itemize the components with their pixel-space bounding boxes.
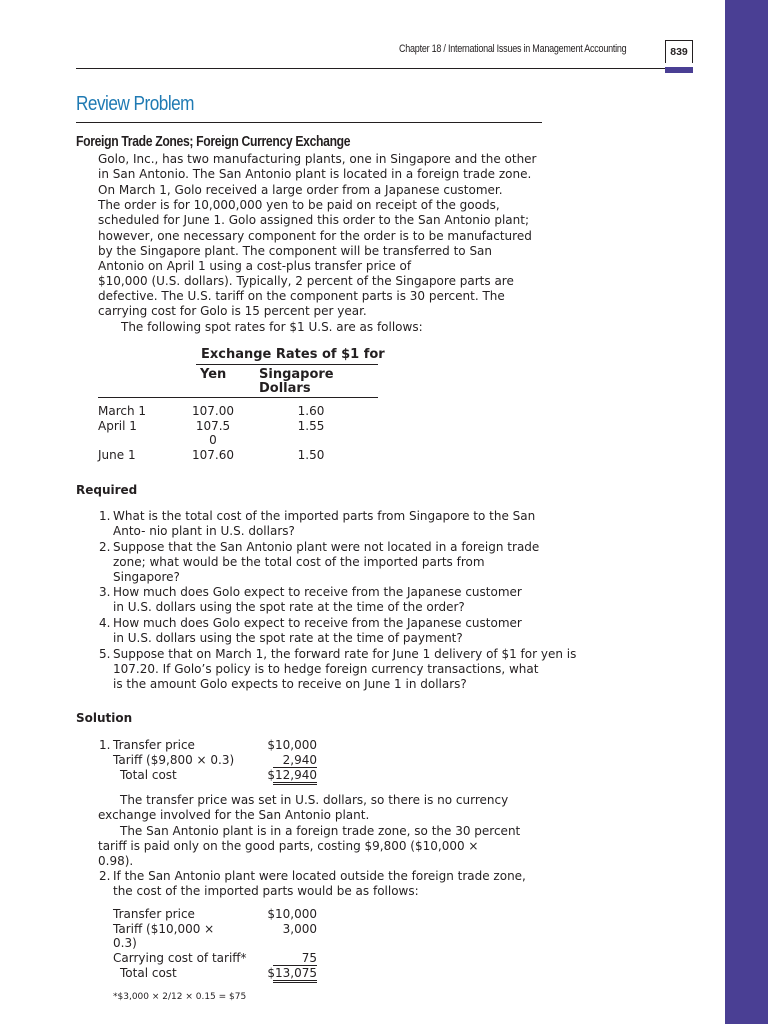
list-item: is the amount Golo expects to receive on June 1 in dollars? (113, 677, 467, 691)
table-caption: Exchange Rates of $1 for (201, 347, 385, 362)
list-item: How much does Golo expect to receive from the Japanese customer (113, 616, 522, 630)
cost-label: Carrying cost of tariff* (113, 951, 247, 965)
cost-amount: 3,000 (282, 922, 317, 936)
list-item: Suppose that on March 1, the forward rate for June 1 delivery of $1 for yen is (113, 647, 577, 661)
page-number: 839 (665, 40, 693, 63)
column-header-dollars: Dollars (259, 381, 311, 396)
table-cell-yen-wrap: 0 (209, 433, 217, 447)
column-header-yen: Yen (200, 367, 227, 382)
problem-line: by the Singapore plant. The component will be transferred to San (98, 244, 493, 258)
table-cell-yen: 107.60 (192, 448, 234, 462)
table-cell-yen: 107.5 (195, 419, 231, 433)
total-double-rule (273, 782, 317, 783)
list-item: in U.S. dollars using the spot rate at the time of the order? (113, 600, 465, 614)
page-number-bar (665, 67, 693, 73)
cost-amount: $10,000 (267, 738, 317, 752)
total-amount: $12,940 (267, 768, 317, 782)
section-title: Review Problem (76, 93, 195, 115)
explanation-line: The transfer price was set in U.S. dollars, so there is no currency (120, 793, 509, 807)
problem-line: The order is for 10,000,000 yen to be paid on receipt of the goods, (98, 198, 500, 212)
list-number: 1. (99, 738, 111, 752)
running-head: Chapter 18 / International Issues in Management Accounting (399, 43, 627, 55)
table-cell-sgd: 1.55 (297, 419, 325, 433)
explanation-line: exchange involved for the San Antonio plant. (98, 808, 370, 822)
problem-line: The following spot rates for $1 U.S. are as follows: (121, 320, 423, 334)
problem-title: Foreign Trade Zones; Foreign Currency Exchange (76, 134, 351, 150)
cost-amount: $10,000 (267, 907, 317, 921)
header-rule (76, 68, 665, 69)
cost-label: Transfer price (113, 907, 195, 921)
list-item: in U.S. dollars using the spot rate at the time of payment? (113, 631, 463, 645)
list-item: How much does Golo expect to receive from the Japanese customer (113, 585, 522, 599)
explanation-line: the cost of the imported parts would be as follows: (113, 884, 419, 898)
total-label: Total cost (120, 966, 177, 980)
list-number: 1. (99, 509, 111, 523)
cost-label-wrap: 0.3) (113, 936, 137, 950)
cost-amount: 75 (301, 951, 317, 965)
list-number: 4. (99, 616, 111, 630)
problem-line: Golo, Inc., has two manufacturing plants, one in Singapore and the other (98, 152, 537, 166)
explanation-line: tariff is paid only on the good parts, costing $9,800 ($10,000 × (98, 839, 479, 853)
list-number: 3. (99, 585, 111, 599)
cost-label: Tariff ($10,000 × (113, 922, 215, 936)
total-amount: $13,075 (267, 966, 317, 980)
side-color-band (725, 0, 768, 1024)
solution-heading: Solution (76, 711, 133, 725)
list-item: Singapore? (113, 570, 180, 584)
cost-label: Transfer price (113, 738, 195, 752)
list-number: 2. (99, 869, 111, 883)
problem-line: On March 1, Golo received a large order from a Japanese customer. (98, 183, 503, 197)
problem-line: Antonio on April 1 using a cost-plus transfer price of (98, 259, 412, 273)
table-cell-date: June 1 (98, 448, 136, 462)
explanation-line: If the San Antonio plant were located outside the foreign trade zone, (113, 869, 526, 883)
explanation-line: The San Antonio plant is in a foreign trade zone, so the 30 percent (120, 824, 521, 838)
problem-line: carrying cost for Golo is 15 percent per year. (98, 304, 367, 318)
table-cell-yen: 107.00 (192, 404, 234, 418)
table-caption-rule (196, 364, 378, 365)
table-cell-date: March 1 (98, 404, 147, 418)
problem-line: scheduled for June 1. Golo assigned this order to the San Antonio plant; (98, 213, 529, 227)
list-item: What is the total cost of the imported parts from Singapore to the San (113, 509, 536, 523)
table-cell-date: April 1 (98, 419, 137, 433)
problem-line: $10,000 (U.S. dollars). Typically, 2 percent of the Singapore parts are (98, 274, 514, 288)
column-header-singapore: Singapore (259, 367, 334, 382)
cost-label: Tariff ($9,800 × 0.3) (113, 753, 235, 767)
explanation-line: 0.98). (98, 854, 134, 868)
list-item: Anto- nio plant in U.S. dollars? (113, 524, 295, 538)
total-double-rule (273, 784, 317, 785)
list-number: 2. (99, 540, 111, 554)
problem-line: in San Antonio. The San Antonio plant is located in a foreign trade zone. (98, 167, 532, 181)
footnote: *$3,000 × 2/12 × 0.15 = $75 (113, 992, 247, 1002)
list-item: zone; what would be the total cost of the imported parts from (113, 555, 485, 569)
table-header-rule (98, 397, 378, 398)
table-cell-sgd: 1.50 (297, 448, 325, 462)
total-label: Total cost (120, 768, 177, 782)
required-heading: Required (76, 483, 138, 497)
problem-line: however, one necessary component for the order is to be manufactured (98, 229, 532, 243)
cost-amount: 2,940 (282, 753, 317, 767)
title-rule (76, 122, 542, 123)
list-item: 107.20. If Golo’s policy is to hedge foreign currency transactions, what (113, 662, 539, 676)
problem-line: defective. The U.S. tariff on the component parts is 30 percent. The (98, 289, 505, 303)
table-cell-sgd: 1.60 (297, 404, 325, 418)
list-number: 5. (99, 647, 111, 661)
total-double-rule (273, 982, 317, 983)
list-item: Suppose that the San Antonio plant were not located in a foreign trade (113, 540, 540, 554)
total-double-rule (273, 980, 317, 981)
